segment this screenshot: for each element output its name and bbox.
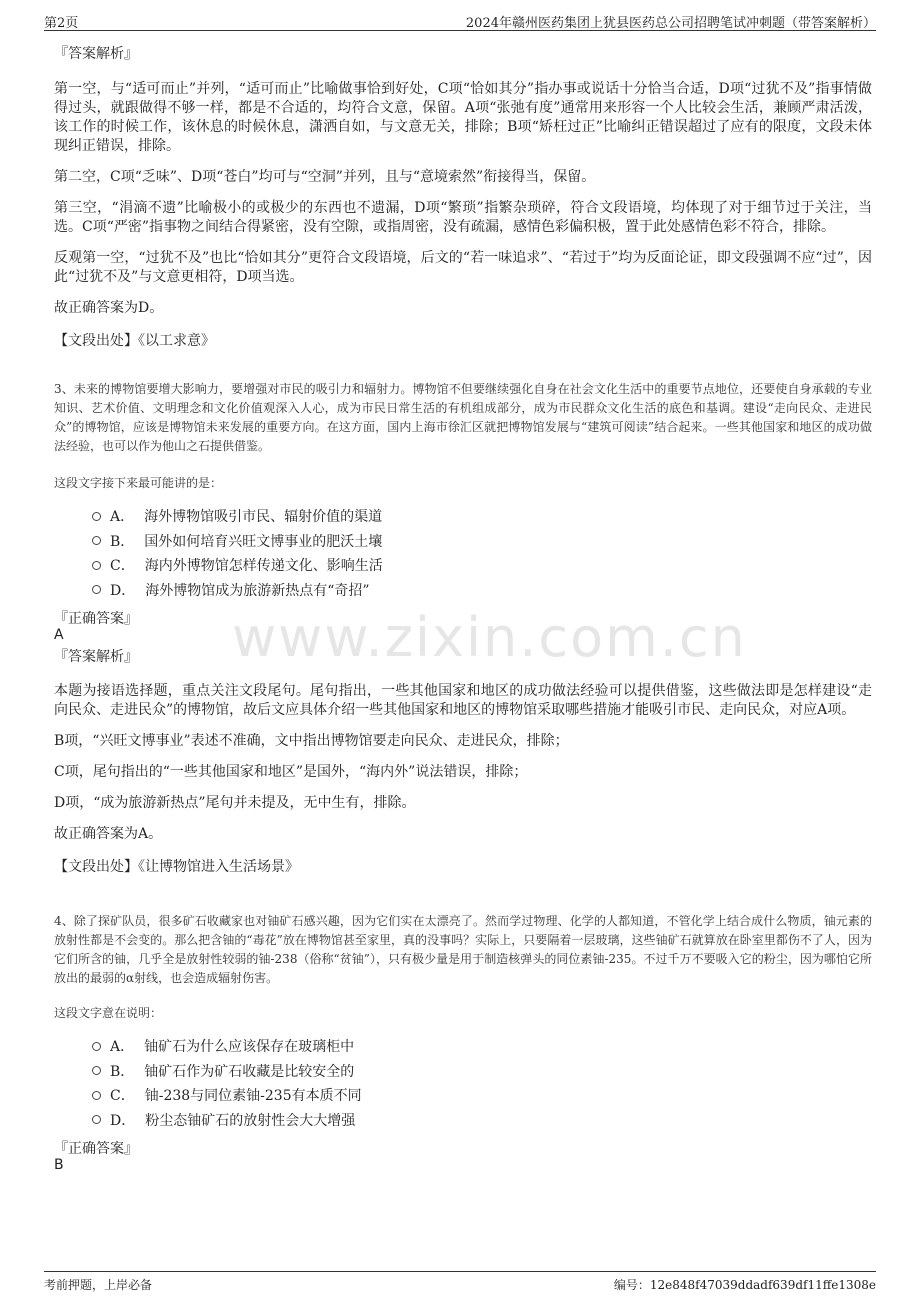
option-text: 海外博物馆成为旅游新热点有“奇招”: [145, 582, 370, 599]
option-d[interactable]: D． 粉尘态铀矿石的放射性会大大增强: [92, 1108, 362, 1133]
question-4-options: [92, 1034, 362, 1132]
analysis-paragraph: C项，尾句指出的“一些其他国家和地区”是国外，“海内外”说法错误，排除；: [54, 764, 528, 780]
source-citation: 【文段出处】《让博物馆进入生活场景》: [54, 859, 299, 875]
option-b[interactable]: B． 铀矿石作为矿石收藏是比较安全的: [92, 1059, 362, 1084]
correct-answer-tag: 『正确答案』: [54, 1141, 138, 1157]
correct-answer-tag: 『正确答案』: [54, 611, 138, 627]
watermark: www.zixin.com.cn: [232, 606, 747, 669]
analysis-conclusion: 故正确答案为D。: [54, 300, 164, 316]
analysis-conclusion: 故正确答案为A。: [54, 826, 163, 842]
question-4-prompt: 这段文字意在说明：: [54, 1006, 163, 1020]
question-4-text: 4、除了探矿队员，很多矿石收藏家也对铀矿石感兴趣，因为它们实在太漂亮了。然而学过物理、化学的人都知道，不管化学上结合成什么物质，铀元素的放射性都是不会变的。那么把含铀的“毒花”放在博物馆甚至家里，真的没事吗？实际上，只要隔着一层玻璃，这些铀矿石就算放在卧室里都伤不了人，因为它们所含的铀，几乎全是放射性较弱的铀-238（俗称“贫铀”），只有极少量是用于制造核弹头的同位素铀-235。不过千万不要吸入它的粉尘，因为哪怕它所放出的最弱的α射线，也会造成辐射伤害。: [54, 914, 872, 985]
analysis-paragraph: 第一空，与“适可而止”并列，“适可而止”比喻做事恰到好处，C项“恰如其分”指办事或说话十分恰当合适，D项“过犹不及”指事情做得过头，就跟做得不够一样，都是不合适的，均符合文意，保留。A项“张弛有度”通常用来形容一个人比较会生活，兼顾严肃活泼，该工作的时候工作，该休息的时候休息，潇洒自如，与文意无关，排除；B项“矫枉过正”比喻纠正错误超过了应有的限度，文段未体现纠正错误，排除。: [54, 81, 872, 154]
document-id: 编号：12e848f47039ddadf639df11ffe1308e: [613, 1278, 876, 1292]
document-title: 2024年赣州医药集团上犹县医药总公司招聘笔试冲刺题（带答案解析）: [465, 16, 876, 31]
option-a[interactable]: A． 海外博物馆吸引市民、辐射价值的渠道: [92, 504, 383, 529]
option-c[interactable]: C． 铀-238与同位素铀-235有本质不同: [92, 1083, 362, 1108]
radio-button[interactable]: [92, 1115, 101, 1124]
page-header: [44, 0, 876, 31]
radio-button[interactable]: [92, 1042, 101, 1051]
question-3-options: [92, 504, 383, 602]
radio-button[interactable]: [92, 1066, 101, 1075]
analysis-paragraph: 反观第一空，“过犹不及”也比“恰如其分”更符合文段语境，后文的“若一味追求”、“若过于”均为反面论证，即文段强调不应“过”，因此“过犹不及”与文意更相符，D项当选。: [54, 250, 872, 285]
option-c[interactable]: C． 海内外博物馆怎样传递文化、影响生活: [92, 553, 383, 578]
q2-analysis-section: [54, 44, 872, 351]
correct-answer: A: [54, 627, 64, 643]
analysis-paragraph: B项，“兴旺文博事业”表述不准确，文中指出博物馆要走向民众、走进民众，排除；: [54, 733, 569, 749]
page-number: 第2页: [44, 16, 79, 31]
correct-answer: B: [54, 1157, 64, 1173]
page-footer: [44, 1271, 876, 1295]
radio-button[interactable]: [92, 1091, 101, 1100]
analysis-paragraph: 第二空，C项“乏味”、D项“苍白”均可与“空洞”并列，且与“意境索然”衔接得当，保留。: [54, 169, 596, 185]
q3-analysis-section: [54, 666, 872, 877]
footer-slogan: 考前押题，上岸必备: [44, 1278, 153, 1292]
option-d[interactable]: D． 海外博物馆成为旅游新热点有“奇招”: [92, 578, 383, 603]
option-b[interactable]: B． 国外如何培育兴旺文博事业的肥沃土壤: [92, 529, 383, 554]
radio-button[interactable]: [92, 585, 101, 594]
option-text: 铀矿石为什么应该保存在玻璃柜中: [144, 1039, 355, 1056]
analysis-tag: 『答案解析』: [54, 46, 138, 62]
option-text: 粉尘态铀矿石的放射性会大大增强: [145, 1112, 356, 1129]
option-text: 铀矿石作为矿石收藏是比较安全的: [144, 1063, 355, 1080]
radio-button[interactable]: [92, 512, 101, 521]
option-text: 国外如何培育兴旺文博事业的肥沃土壤: [144, 533, 383, 550]
analysis-tag: 『答案解析』: [54, 649, 138, 665]
option-text: 海内外博物馆怎样传递文化、影响生活: [144, 558, 383, 575]
option-a[interactable]: A． 铀矿石为什么应该保存在玻璃柜中: [92, 1034, 362, 1059]
question-3-text: 3、未来的博物馆要增大影响力，要增强对市民的吸引力和辐射力。博物馆不但要继续强化自身在社会文化生活中的重要节点地位，还要使自身承载的专业知识、艺术价值、文明理念和文化价值观深入人心，成为市民日常生活的有机组成部分，成为市民群众文化生活的底色和基调。建设“走向民众、走进民众”的博物馆，应该是博物馆未来发展的重要方向。在这方面，国内上海市徐汇区就把博物馆发展与“建筑可阅读”结合起来。一些其他国家和地区的成功做法经验，也可以作为他山之石提供借鉴。: [54, 382, 872, 453]
question-3-prompt: 这段文字接下来最可能讲的是：: [54, 476, 223, 490]
analysis-paragraph: D项，“成为旅游新热点”尾句并未提及，无中生有，排除。: [54, 795, 416, 811]
radio-button[interactable]: [92, 536, 101, 545]
analysis-paragraph: 第三空，“涓滴不遗”比喻极小的或极少的东西也不遗漏，D项“繁琐”指繁杂琐碎，符合文段语境，均体现了对于细节过于关注，当选。C项“严密”指事物之间结合得紧密，没有空隙，或指周密，没有疏漏，感情色彩偏积极，置于此处感情色彩不符合，排除。: [54, 200, 872, 235]
analysis-paragraph: 本题为接语选择题，重点关注文段尾句。尾句指出，一些其他国家和地区的成功做法经验可以提供借鉴，这些做法即是怎样建设“走向民众、走进民众”的博物馆，故后文应具体介绍一些其他国家和地区的博物馆采取哪些措施才能吸引市民、走向民众，对应A项。: [54, 683, 872, 718]
option-text: 铀-238与同位素铀-235有本质不同: [144, 1088, 362, 1105]
source-citation: 【文段出处】《以工求意》: [54, 333, 215, 349]
radio-button[interactable]: [92, 561, 101, 570]
option-text: 海外博物馆吸引市民、辐射价值的渠道: [144, 509, 383, 526]
